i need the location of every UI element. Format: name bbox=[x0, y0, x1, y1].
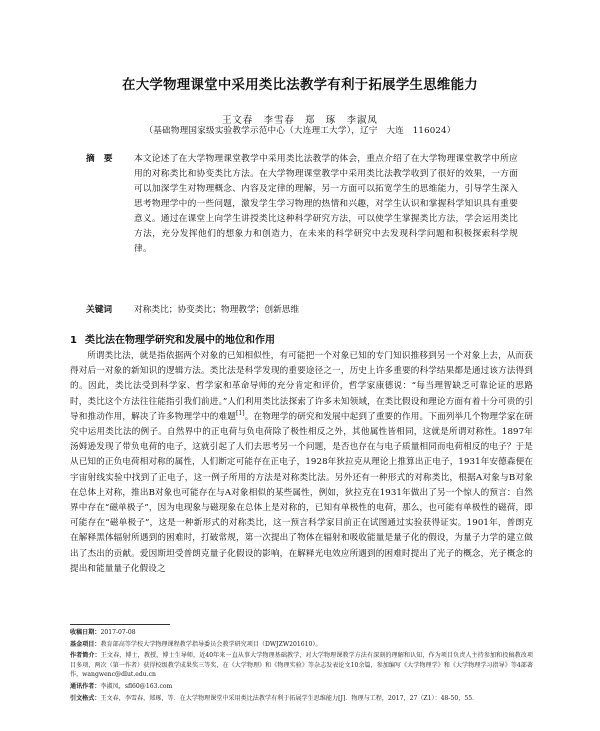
body-text-part2: 。在物理学的研究和发展中起到了重要的作用。下面列举几个物理学家在研究中运用类比法的例子。自然界中的正电荷与负电荷除了极性相反之外，其他属性皆相同，这就是所谓对称性。1897年汤姆逊发现了带负电荷的电子，这就引起了人们去思考另一个问题，是否也存在与电子质量相同而电荷相反的电子？于是从已知的正负电荷相对称的属性，人们断定可能存在正电子，1928年狄拉克从理论上推算出正电子，1931年安德森便在宇宙射线实验中找到了正电子，这一例子所用的方法是对称类比法。另外还有一种形式的对称类比，根据A对象与B对象在总体上对称，推出B对象也可能存在与A对象相似的某些属性，例如，狄拉克在1931年做出了另一个惊人的预言：自然界中存在“磁单极子”，因为电现象与磁现象在总体上是对称的，已知有单极性的电荷，那么，也可能有单极性的磁荷，即可能存在“磁单极子”，这是一种新形式的对称类比，这一预言科学家目前正在试图通过实验获得证实。1901年，普朗克在解释黑体辐射所遇到的困难时，打破常规，第一次提出了物体在辐射和吸收能量是量子化的假设，为量子力学的建立做出了杰出的贡献。爱因斯坦受普朗克量子化假设的影响，在解释光电效应所遇到的困难时提出了光子的概念，光子概念的提出和能量量子化假设之 bbox=[70, 411, 533, 574]
section-title: 类比法在物理学研究和发展中的地位和作用 bbox=[84, 335, 275, 346]
footnote-author-bio bbox=[70, 651, 533, 680]
footnote-funding bbox=[70, 640, 533, 650]
footnote-citation-format bbox=[70, 694, 533, 704]
keywords-text: 对称类比；协变类比；物理教学；创新思维 bbox=[134, 305, 300, 315]
footnote-label: 收稿日期： bbox=[70, 629, 101, 636]
footnote-text: 王文春，博士，教授，博士生导师，近40年来一直从事大学物理基础教学，对大学物理课教学方法有深刻的理解和认知，作为项目负责人主持参加和投稿教改项目多项，两次（第一作者）获得校级教学成果奖三等奖，在《大学物理》和《物理实验》等杂志发表论文10余篇，参加编写《大学物理学》和《大学物理学习指导》等4部著作，wangwenc@dlut.edu.cn bbox=[70, 652, 533, 679]
citation-ref[interactable]: [1] bbox=[235, 409, 245, 417]
footnotes bbox=[70, 628, 533, 705]
footnote-label: 基金项目： bbox=[70, 640, 101, 648]
footnote-label: 作者简介： bbox=[70, 652, 101, 660]
author-list: 王文春 李雪春 郑 琢 李淑凤 bbox=[222, 115, 378, 126]
section-heading bbox=[70, 331, 275, 346]
footnote-label: 引文格式： bbox=[70, 694, 101, 702]
body-text-part1: 所谓类比法，就是指依据两个对象的已知相似性，有可能把一个对象已知的专门知识推移到另一个对象上去，从而获得对后一对象的新知识的逻辑方法。类比法是科学发现的重要途径之一，历史上许多重要的科学结果都是通过该方法得到的。因此，类比法受到科学家、哲学家和革命导师的充分肯定和评价，哲学家康德说：“每当理智缺乏可靠论证的思路时，类比这个方法往往能指引我们前进。”人们利用类比法探索了许多未知领域，在类比假设和理论方面有着十分可贵的引导和推动作用，解决了许多物理学中的难题 bbox=[70, 351, 533, 422]
keywords-block bbox=[86, 303, 518, 318]
keywords-label: 关键词 bbox=[86, 305, 113, 315]
footnote-label: 通讯作者： bbox=[70, 682, 101, 690]
footnote-text: 教育部高等学校大学物理课程教学指导委员会教学研究项目（DWJZW201610）。 bbox=[100, 640, 322, 648]
footnote-received bbox=[70, 628, 533, 638]
abstract-text: 本文论述了在大学物理课堂教学中采用类比法教学的体会，重点介绍了在大学物理课堂教学中所应用的对称类比和协变类比方法。在大学物理课堂教学中采用类比法教学收到了很好的效果，一方面可以加深学生对物理概念、内容及定律的理解，另一方面可以拓宽学生的思维能力，引导学生深入思考物理学中的一些问题，激发学生学习物理的热情和兴趣，对学生认识和掌握科学知识具有重要意义。通过在课堂上向学生讲授类比这种科学研究方法，可以使学生掌握类比方法，学会运用类比方法，充分发挥他们的想象力和创造力，在未来的科学研究中去发现科学问题和积极探索科学规律。 bbox=[134, 154, 518, 254]
paper-title: 在大学物理课堂中采用类比法教学有利于拓展学生思维能力 bbox=[122, 78, 478, 93]
footnote-text: 王文春，李雪春，郑琢，等．在大学物理课堂中采用类比法教学有利于拓展学生思维能力[J]．物理与工程，2017，27（Z1）：48-50，55． bbox=[100, 694, 479, 702]
abstract-block bbox=[86, 152, 518, 257]
footnote-divider bbox=[70, 624, 170, 625]
footnote-text: 2017-07-08 bbox=[100, 629, 136, 636]
abstract-label: 摘 要 bbox=[86, 154, 113, 164]
section-number: 1 bbox=[70, 335, 77, 346]
body-paragraph bbox=[70, 349, 533, 577]
affiliation: （基础物理国家级实验教学示范中心（大连理工大学），辽宁 大连 116024） bbox=[144, 126, 456, 136]
footnote-text: 李淑凤，sfl60@163.com bbox=[100, 682, 173, 690]
footnote-corresponding bbox=[70, 682, 533, 692]
